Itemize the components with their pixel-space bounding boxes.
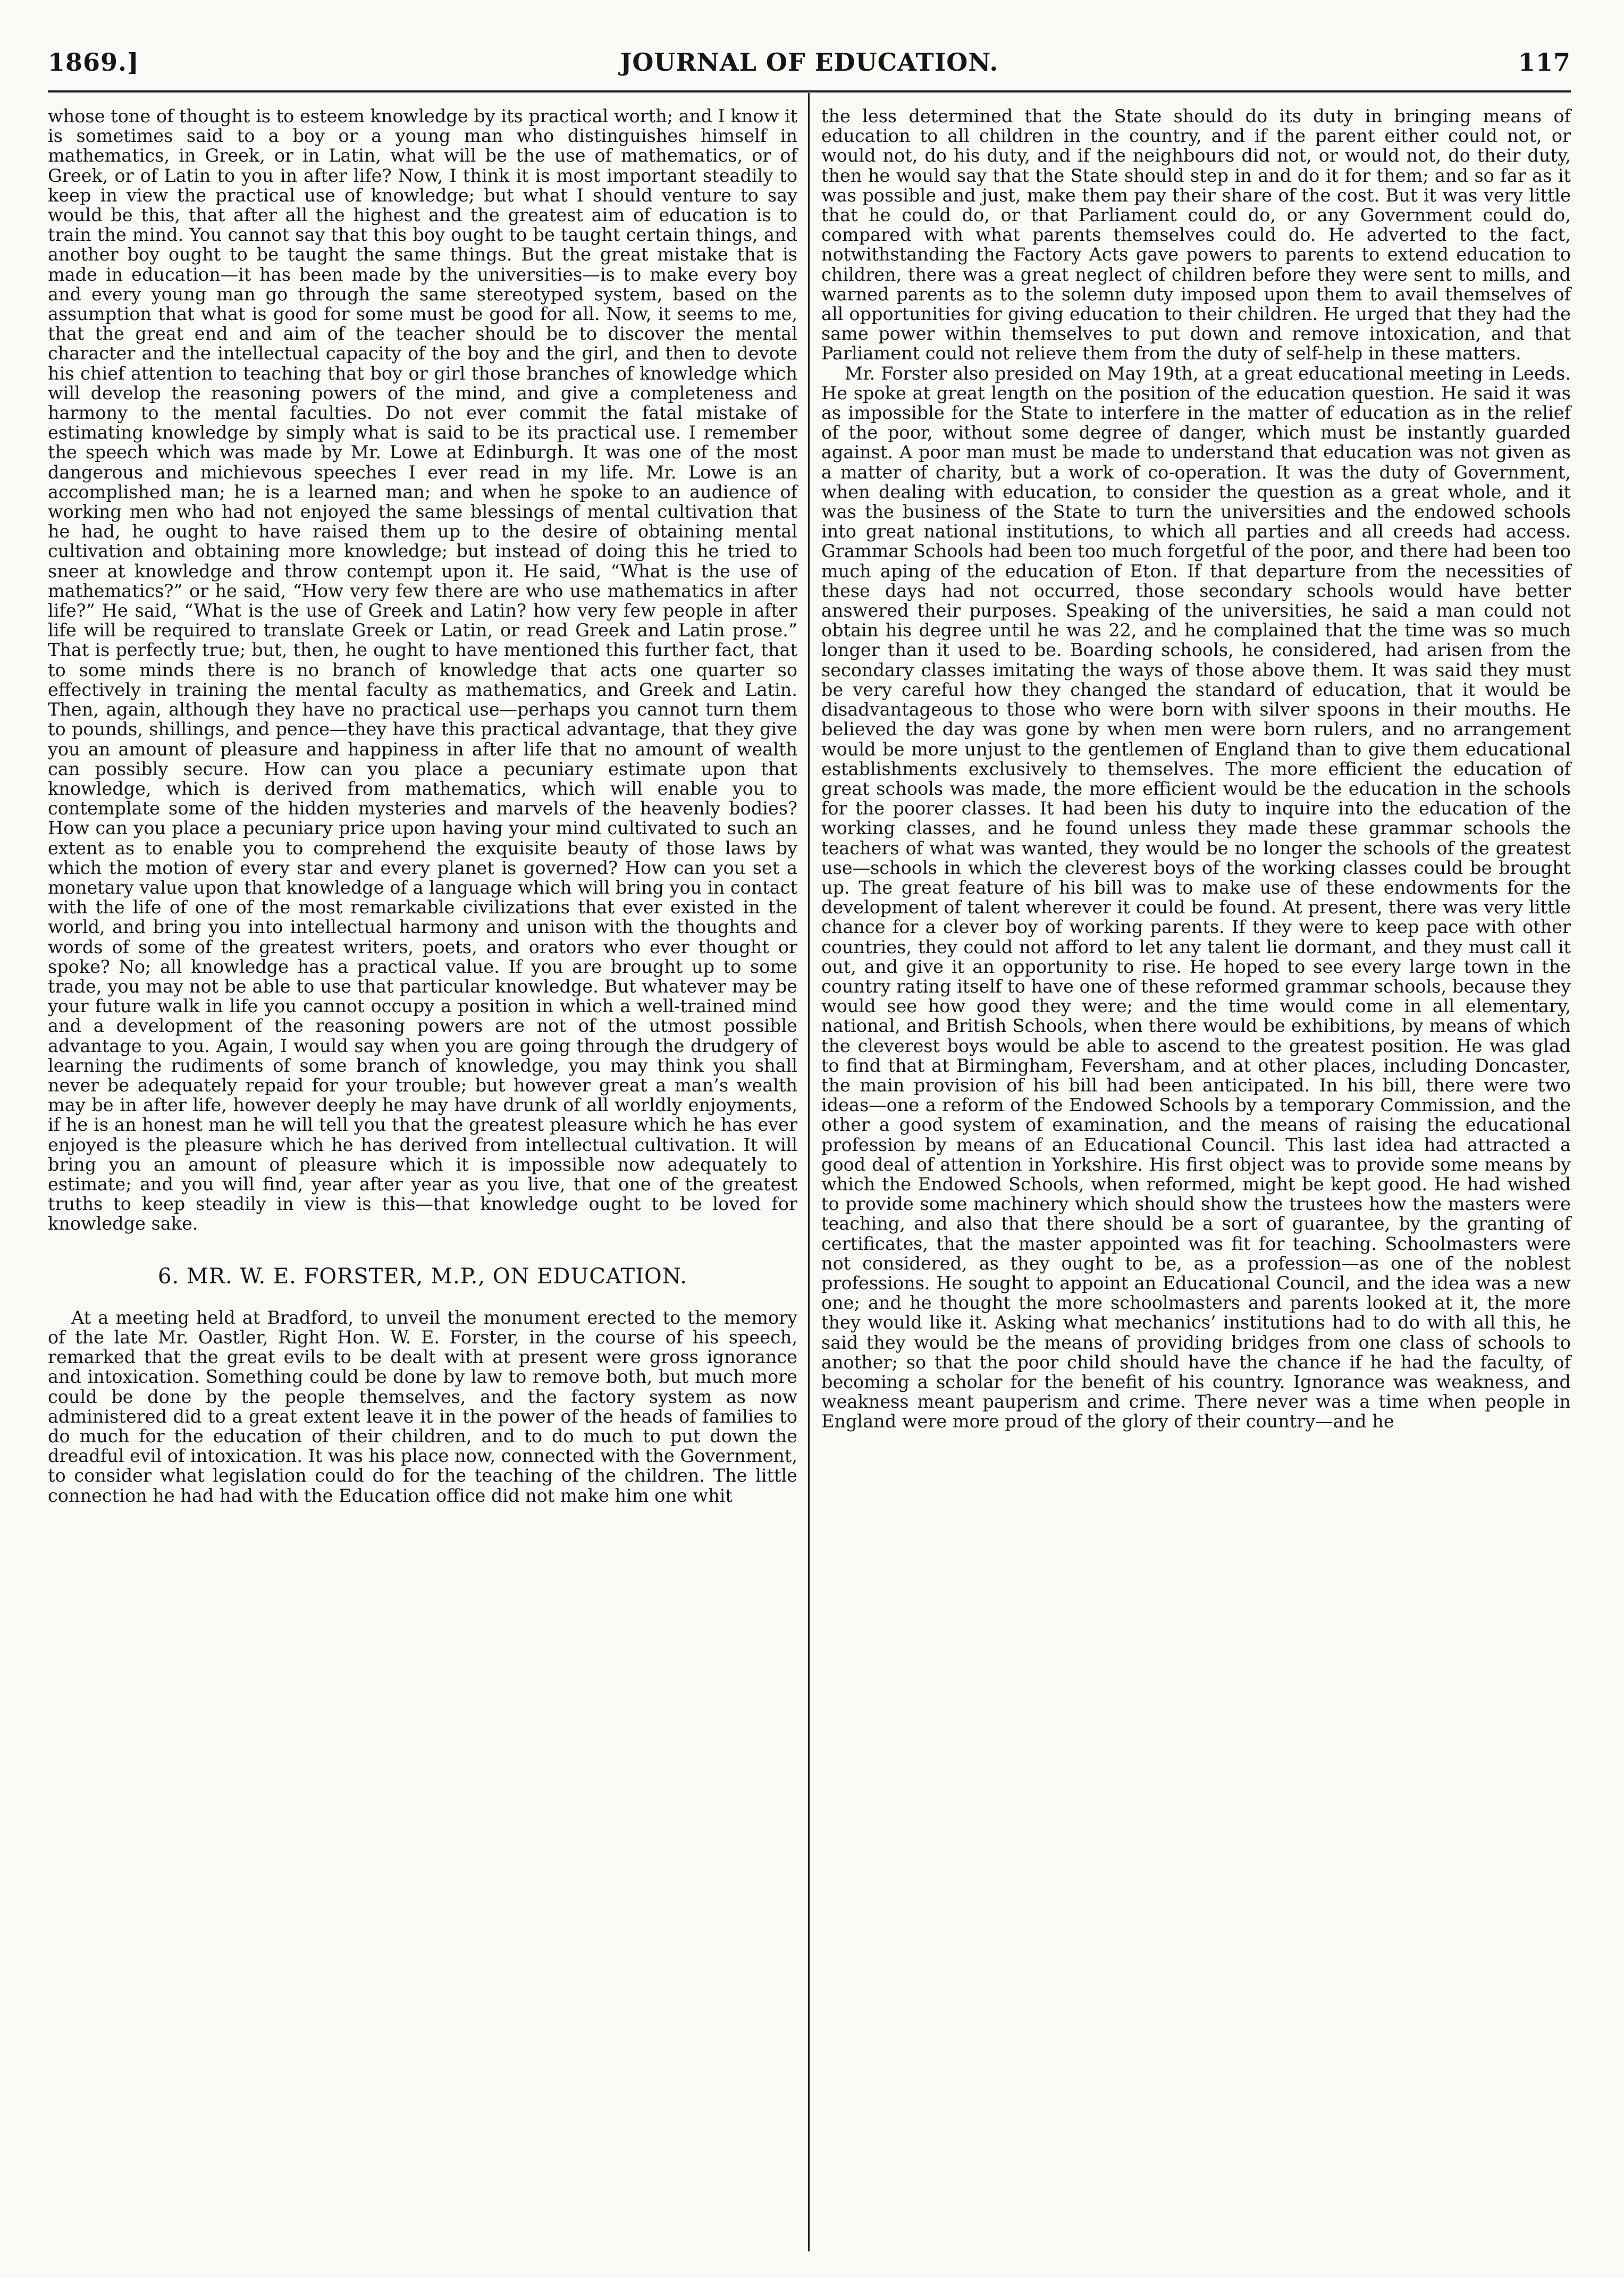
header-year: 1869.]	[48, 48, 139, 77]
right-column	[821, 106, 1571, 1432]
section-heading: 6. MR. W. E. FORSTER, M.P., ON EDUCATION.	[158, 1264, 687, 1289]
article-paragraph: whose tone of thought is to esteem knowledge by its practical worth; and I know it is sometimes said to a boy or a young man who distinguishes himself in mathematics, in Greek, or in Latin, what will be the use of mathematics, or of Greek, or of Latin to you in after life? Now, I think it is most important steadily to keep in view the practical use of knowledge; but what I should venture to say would be this, that after all the highest and the greatest aim of education is to train the mind. You cannot say that this boy ought to be taught certain things, and another boy ought to be taught the same things. But the great mistake that is made in education—it has been made by the universities—is to make every boy and every young man go through the same stereotyped system, based on the assumption that what is good for some must be good for all. Now, it seems to me, that the great end and aim of the teacher should be to discover the mental character and the intellectual capacity of the boy and the girl, and then to devote his chief attention to teaching that boy or girl those branches of knowledge which will develop the reasoning powers of the mind, and give a completeness and harmony to the mental faculties. Do not ever commit the fatal mistake of estimating knowledge by simply what is said to be its practical use. I remember the speech which was made by Mr. Lowe at Edinburgh. It was one of the most dangerous and michievous speeches I ever read in my life. Mr. Lowe is an accomplished man; he is a learned man; and when he spoke to an audience of working men who had not enjoyed the same blessings of mental cultivation that he had, he ought to have raised them up to the desire of obtaining mental cultivation and obtaining more knowledge; but instead of doing this he tried to sneer at knowledge and throw contempt upon it. He said, “What is the use of mathematics?” or he said, “How very few there are who use mathematics in after life?” He said, “What is the use of Greek and Latin? how very few people in after life will be required to translate Greek or Latin, or read Greek and Latin prose.” That is perfectly true; but, then, he ought to have mentioned this further fact, that to some minds there is no branch of knowledge that acts one quarter so effectively in training the mental faculty as mathematics, and Greek and Latin. Then, again, although they have no practical use—perhaps you cannot turn them to pounds, shillings, and pence—they have this practical advantage, that they give you an amount of pleasure and happiness in after life that no amount of wealth can possibly secure. How can you place a pecuniary estimate upon that knowledge, which is derived from mathematics, which will enable you to contemplate some of the hidden mysteries and marvels of the heavenly bodies? How can you place a pecuniary price upon having your mind cultivated to such an extent as to enable you to comprehend the exquisite beauty of those laws by which the motion of every star and every planet is governed? How can you set a monetary value upon that knowledge of a language which will bring you in contact with the life of one of the most remarkable civilizations that ever existed in the world, and bring you into intellectual harmony and unison with the thoughts and words of some of the greatest writers, poets, and orators who ever thought or spoke? No; all knowledge has a practical value. If you are brought up to some trade, you may not be able to use that particular knowledge. But whatever may be your future walk in life you cannot occupy a position in which a well-trained mind and a development of the reasoning powers are not of the utmost possible advantage to you. Again, I would say when you are going through the drudgery of learning the rudiments of some branch of knowledge, you may think you shall never be adequately repaid for your trouble; but however great a man’s wealth may be in after life, however deeply he may have drunk of all worldly enjoyments, if he is an honest man he will tell you that the greatest pleasure which he has ever enjoyed is the pleasure which he has derived from intellectual cultivation. It will bring you an amount of pleasure which it is impossible now adequately to estimate; and you will find, year after year as you live, that one of the greatest truths to keep steadily in view is this—that knowledge ought to be loved for knowledge sake.	[48, 106, 797, 1234]
column-divider	[808, 93, 810, 2251]
left-column	[48, 106, 797, 1506]
article-paragraph: the less determined that the State should do its duty in bringing means of education to all children in the country, and if the parent either could not, or would not, do his duty, and if the neighbours did not, or would not, do their duty, then he would say that the State should step in and do it for them; and so far as it was possible and just, make them pay their share of the cost. But it was very little that he could do, or that Parliament could do, or any Government could do, compared with what parents themselves could do. He adverted to the fact, notwithstanding the Factory Acts gave powers to parents to extend education to children, there was a great neglect of children before they were sent to mills, and warned parents as to the solemn duty imposed upon them to avail themselves of all opportunities for giving education to their children. He urged that they had the same power within themselves to put down and remove intoxication, and that Parliament could not relieve them from the duty of self-help in these matters.	[821, 106, 1571, 364]
article-paragraph: Mr. Forster also presided on May 19th, at a great educational meeting in Leeds. He spoke at great length on the position of the education question. He said it was as impossible for the State to interfere in the matter of education as in the relief of the poor, without some degree of danger, which must be instantly guarded against. A poor man must be made to understand that education was not given as a matter of charity, but a work of co-operation. It was the duty of Government, when dealing with education, to consider the question as a great whole, and it was the business of the State to turn the universities and the endowed schools into great national institutions, to which all parties and all creeds had access. Grammar Schools had been too much forgetful of the poor, and there had been too much aping of the education of Eton. If that departure from the necessities of these days had not occurred, those secondary schools would have better answered their purposes. Speaking of the universities, he said a man could not obtain his degree until he was 22, and he complained that the time was so much longer than it used to be. Boarding schools, he considered, had arisen from the secondary classes imitating the ways of those above them. It was said they must be very careful how they changed the standard of education, that it would be disadvantageous to those who were born with silver spoons in their mouths. He believed the day was gone by when men were born rulers, and no arrangement would be more unjust to the gentlemen of England than to give them educational establishments exclusively to themselves. The more efficient the education of great schools was made, the more efficient would be the education in the schools for the poorer classes. It had been his duty to inquire into the education of the working classes, and he found unless they made these grammar schools the teachers of what was wanted, they would be no longer the schools of the greatest use—schools in which the cleverest boys of the working classes could be brought up. The great feature of his bill was to make use of these endowments for the development of talent wherever it could be found. At present, there was very little chance for a clever boy of working parents. If they were to keep pace with other countries, they could not afford to let any talent lie dormant, and they must call it out, and give it an opportunity to rise. He hoped to see every large town in the country rating itself to have one of these reformed grammar schools, because they would see how good they were; and the time would come in all elementary, national, and British Schools, when there would be exhibitions, by means of which the cleverest boys would be able to ascend to the greatest position. He was glad to find that at Birmingham, Feversham, and at other places, including Doncaster, the main provision of his bill had been anticipated. In his bill, there were two ideas—one a reform of the Endowed Schools by a temporary Commission, and the other a good system of examination, and the means of raising the educational profession by means of an Educational Council. This last idea had attracted a good deal of attention in Yorkshire. His first object was to provide some means by which the Endowed Schools, when reformed, might be kept good. He had wished to provide some machinery which should show the trustees how the masters were teaching, and also that there should be a sort of guarantee, by the granting of certificates, that the master appointed was fit for teaching. Schoolmasters were not considered, as they ought to be, as a profession—as one of the noblest professions. He sought to appoint an Educational Council, and the idea was a new one; and he thought the more schoolmasters and parents looked at it, the more they would like it. Asking what mechanics’ institutions had to do with all this, he said they would be the means of providing bridges from one class of schools to another; so that the poor child should have the chance if he had the faculty, of becoming a scholar for the benefit of his country. Ignorance was weakness, and weakness meant pauperism and crime. There never was a time when people in England were more proud of the glory of their country—and he	[821, 363, 1571, 1432]
header-rule	[48, 90, 1571, 93]
article-paragraph: At a meeting held at Bradford, to unveil the monument erected to the memory of the late Mr. Oastler, Right Hon. W. E. Forster, in the course of his speech, remarked that the great evils to be dealt with at present were gross ignorance and intoxication. Something could be done by law to remove both, but much more could be done by the people themselves, and the factory system as now administered did to a great extent leave it in the power of the heads of families to do much for the education of their children, and to do much to put down the dreadful evil of intoxication. It was his place now, connected with the Government, to consider what legislation could do for the teaching of the children. The little connection he had had with the Education office did not make him one whit	[48, 1307, 797, 1506]
header-journal-title: JOURNAL OF EDUCATION.	[620, 48, 999, 77]
running-header	[48, 37, 1571, 90]
header-page-number: 117	[1518, 48, 1571, 77]
journal-page	[48, 37, 1571, 2254]
